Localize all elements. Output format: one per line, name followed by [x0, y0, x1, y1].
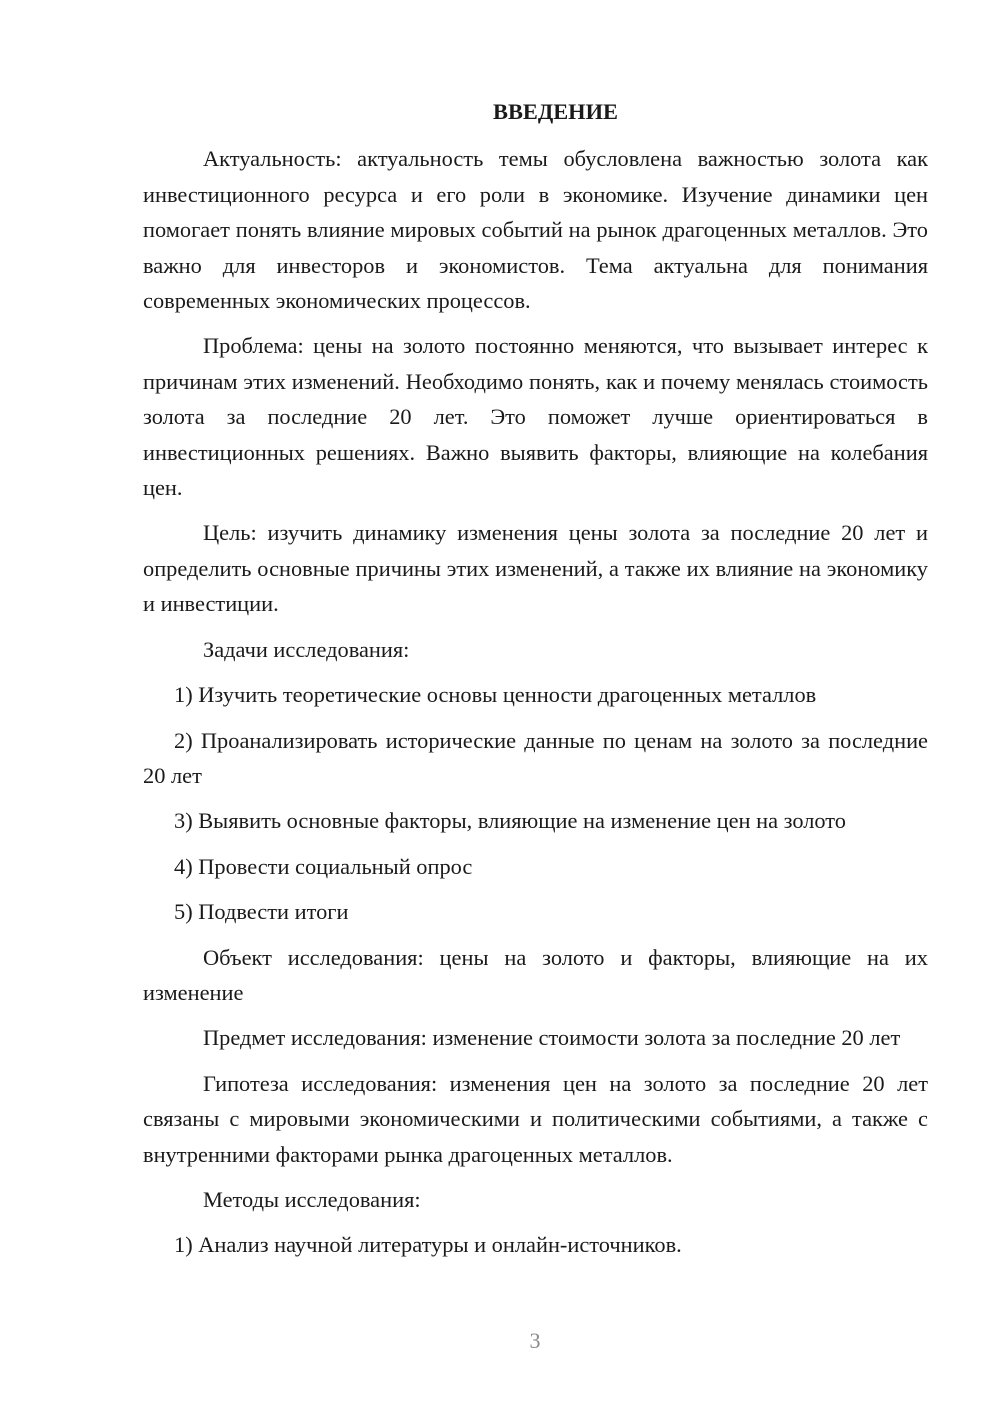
object-paragraph: Объект исследования: цены на золото и факторы, влияющие на их изменение	[143, 944, 928, 1005]
relevance-paragraph: Актуальность: актуальность темы обусловлена важностью золота как инвестиционного ресурса и его роли в экономике. Изучение динамики цен помогает понять влияние мировых событий на рынок драгоценных металлов. Это важно для инвесторов и экономистов. Тема актуальна для понимания современных экономических процессов.	[143, 146, 928, 314]
hypothesis-paragraph: Гипотеза исследования: изменения цен на золото за последние 20 лет связаны с мировыми экономическими и политическими событиями, а также с внутренними факторами рынка драгоценных металлов.	[143, 1070, 928, 1167]
page-content	[143, 94, 928, 1273]
goal-paragraph: Цель: изучить динамику изменения цены золота за последние 20 лет и определить основные причины этих изменений, а также их влияние на экономику и инвестиции.	[143, 520, 928, 617]
task-item-1: 1) Изучить теоретические основы ценности драгоценных металлов	[174, 682, 817, 708]
task-item-5: 5) Подвести итоги	[174, 899, 349, 925]
task-item-3: 3) Выявить основные факторы, влияющие на изменение цен на золото	[174, 808, 846, 834]
task-item-4: 4) Провести социальный опрос	[174, 853, 473, 879]
page-number: 3	[529, 1328, 541, 1353]
subject-paragraph: Предмет исследования: изменение стоимости золота за последние 20 лет	[203, 1025, 901, 1051]
section-title: ВВЕДЕНИЕ	[493, 99, 618, 124]
method-item-1: 1) Анализ научной литературы и онлайн-источников.	[174, 1232, 682, 1258]
problem-paragraph: Проблема: цены на золото постоянно меняются, что вызывает интерес к причинам этих изменений. Необходимо понять, как и почему менялась стоимость золота за последние 20 лет. Это поможет лучше ориентироваться в инвестиционных решениях. Важно выявить факторы, влияющие на колебания цен.	[143, 333, 928, 501]
methods-heading: Методы исследования:	[203, 1186, 421, 1212]
task-item-2: 2) Проанализировать исторические данные по ценам на золото за последние 20 лет	[143, 727, 928, 788]
tasks-heading: Задачи исследования:	[203, 636, 410, 662]
